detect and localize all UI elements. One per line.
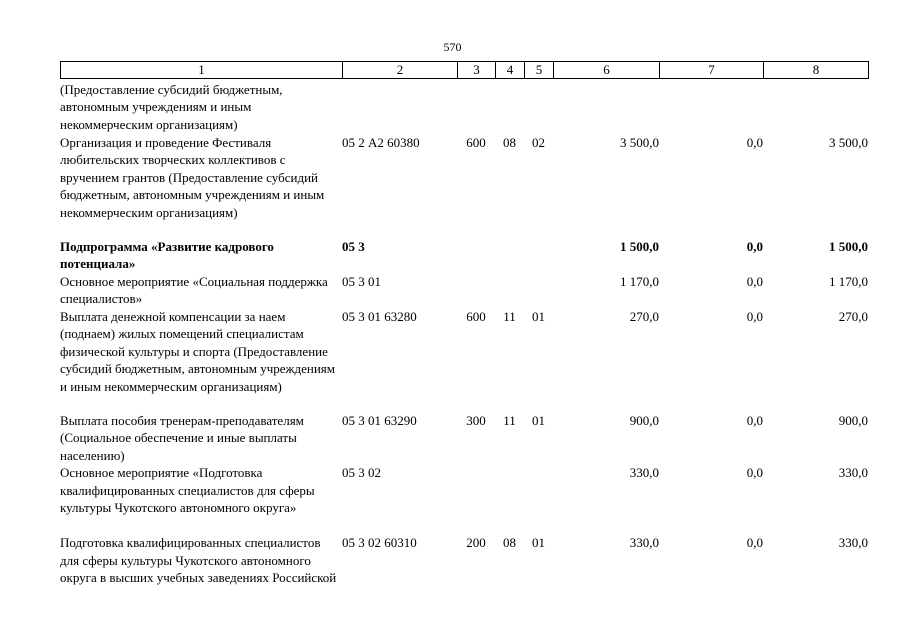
row-c8 — [763, 81, 868, 134]
row-c5 — [524, 273, 553, 308]
row-code: 05 3 02 60310 — [342, 535, 417, 551]
column-header-6: 6 — [554, 62, 660, 79]
row-c3 — [457, 464, 495, 534]
table-row-subprogram — [60, 238, 868, 273]
page-number: 570 — [443, 40, 462, 54]
row-c7: 0,0 — [746, 465, 763, 481]
row-c8: 900,0 — [838, 413, 868, 428]
row-c7: 0,0 — [746, 135, 763, 150]
row-c4: 08 — [503, 135, 516, 150]
row-c6: 900,0 — [629, 413, 659, 428]
row-c8: 3 500,0 — [829, 135, 868, 150]
row-c3 — [457, 273, 495, 308]
row-c3: 200 — [466, 535, 486, 551]
column-header-7: 7 — [660, 62, 764, 79]
budget-table — [60, 81, 868, 604]
row-c3: 300 — [466, 413, 486, 428]
row-code — [342, 81, 457, 134]
column-header-1: 1 — [61, 62, 343, 79]
row-c6: 270,0 — [629, 309, 659, 324]
row-name: Организация и проведение Фестиваля любительских творческих коллективов с вручением грантов (Предоставление субсидий бюджетным, автономным учреждениям и иным некоммерческим организациям) — [60, 135, 325, 220]
row-c7: 0,0 — [746, 309, 763, 324]
row-c3: 600 — [466, 309, 486, 324]
row-code: 05 3 01 — [342, 274, 381, 289]
row-c3 — [457, 238, 495, 273]
row-c8: 1 500,0 — [829, 239, 868, 254]
column-header-8: 8 — [764, 62, 869, 79]
row-c4 — [495, 273, 524, 308]
row-code: 05 3 — [342, 239, 365, 254]
row-c6: 1 170,0 — [620, 274, 659, 289]
row-c4 — [495, 464, 524, 534]
row-c6: 1 500,0 — [620, 239, 659, 254]
row-c7 — [659, 81, 763, 134]
row-c8: 330,0 — [838, 465, 868, 481]
row-c4 — [495, 238, 524, 273]
row-c5: 02 — [532, 135, 545, 150]
row-c7: 0,0 — [746, 239, 763, 254]
table-row — [60, 464, 868, 534]
column-header-table — [60, 61, 869, 79]
row-c6: 330,0 — [629, 535, 659, 551]
row-name: Подготовка квалифицированных специалистов для сферы культуры Чукотского автономного округа в высших учебных заведениях Российской — [60, 535, 337, 586]
row-code: 05 2 А2 60380 — [342, 135, 420, 150]
row-code: 05 3 01 63290 — [342, 413, 417, 428]
row-c6: 3 500,0 — [620, 135, 659, 150]
row-c8: 1 170,0 — [829, 274, 868, 289]
column-header-row — [61, 62, 869, 79]
table-row — [60, 412, 868, 464]
row-c3 — [457, 81, 495, 134]
row-name: Выплата денежной компенсации за наем (поднаем) жилых помещений специалистам физической культуры и спорта (Предоставление субсидий бюджетным, автономным учреждениям и иным некоммерческим организациям) — [60, 309, 335, 394]
row-code: 05 3 01 63280 — [342, 309, 417, 324]
table-row — [60, 81, 868, 134]
column-header-3: 3 — [458, 62, 496, 79]
row-name: Выплата пособия тренерам-преподавателям (Социальное обеспечение и иные выплаты населению) — [60, 413, 304, 463]
table-row — [60, 134, 868, 238]
row-c3: 600 — [466, 135, 486, 150]
row-name: Подпрограмма «Развитие кадрового потенциала» — [60, 239, 274, 272]
row-name: (Предоставление субсидий бюджетным, автономным учреждениям и иным некоммерческим организациям) — [60, 82, 283, 132]
row-c7: 0,0 — [746, 535, 763, 551]
table-row — [60, 273, 868, 308]
row-c4 — [495, 81, 524, 134]
table-row — [60, 534, 868, 604]
row-c8: 330,0 — [838, 535, 868, 551]
row-c6 — [553, 81, 659, 134]
row-c5: 01 — [532, 309, 545, 324]
row-c5: 01 — [532, 413, 545, 428]
row-c5 — [524, 238, 553, 273]
row-c6: 330,0 — [629, 465, 659, 481]
column-header-4: 4 — [496, 62, 525, 79]
column-header-5: 5 — [525, 62, 554, 79]
row-c8: 270,0 — [838, 309, 868, 324]
row-c5 — [524, 81, 553, 134]
row-c7: 0,0 — [746, 274, 763, 289]
row-name: Основное мероприятие «Подготовка квалифицированных специалистов для сферы культуры Чукотского автономного округа» — [60, 465, 315, 516]
row-c4: 11 — [503, 309, 516, 324]
row-c5 — [524, 464, 553, 534]
row-c4: 08 — [503, 535, 516, 551]
column-header-2: 2 — [343, 62, 458, 79]
row-name: Основное мероприятие «Социальная поддержка специалистов» — [60, 274, 328, 307]
row-c7: 0,0 — [746, 413, 763, 428]
table-row — [60, 308, 868, 412]
row-code: 05 3 02 — [342, 465, 381, 481]
row-c4: 11 — [503, 413, 516, 428]
row-c5: 01 — [532, 535, 545, 551]
